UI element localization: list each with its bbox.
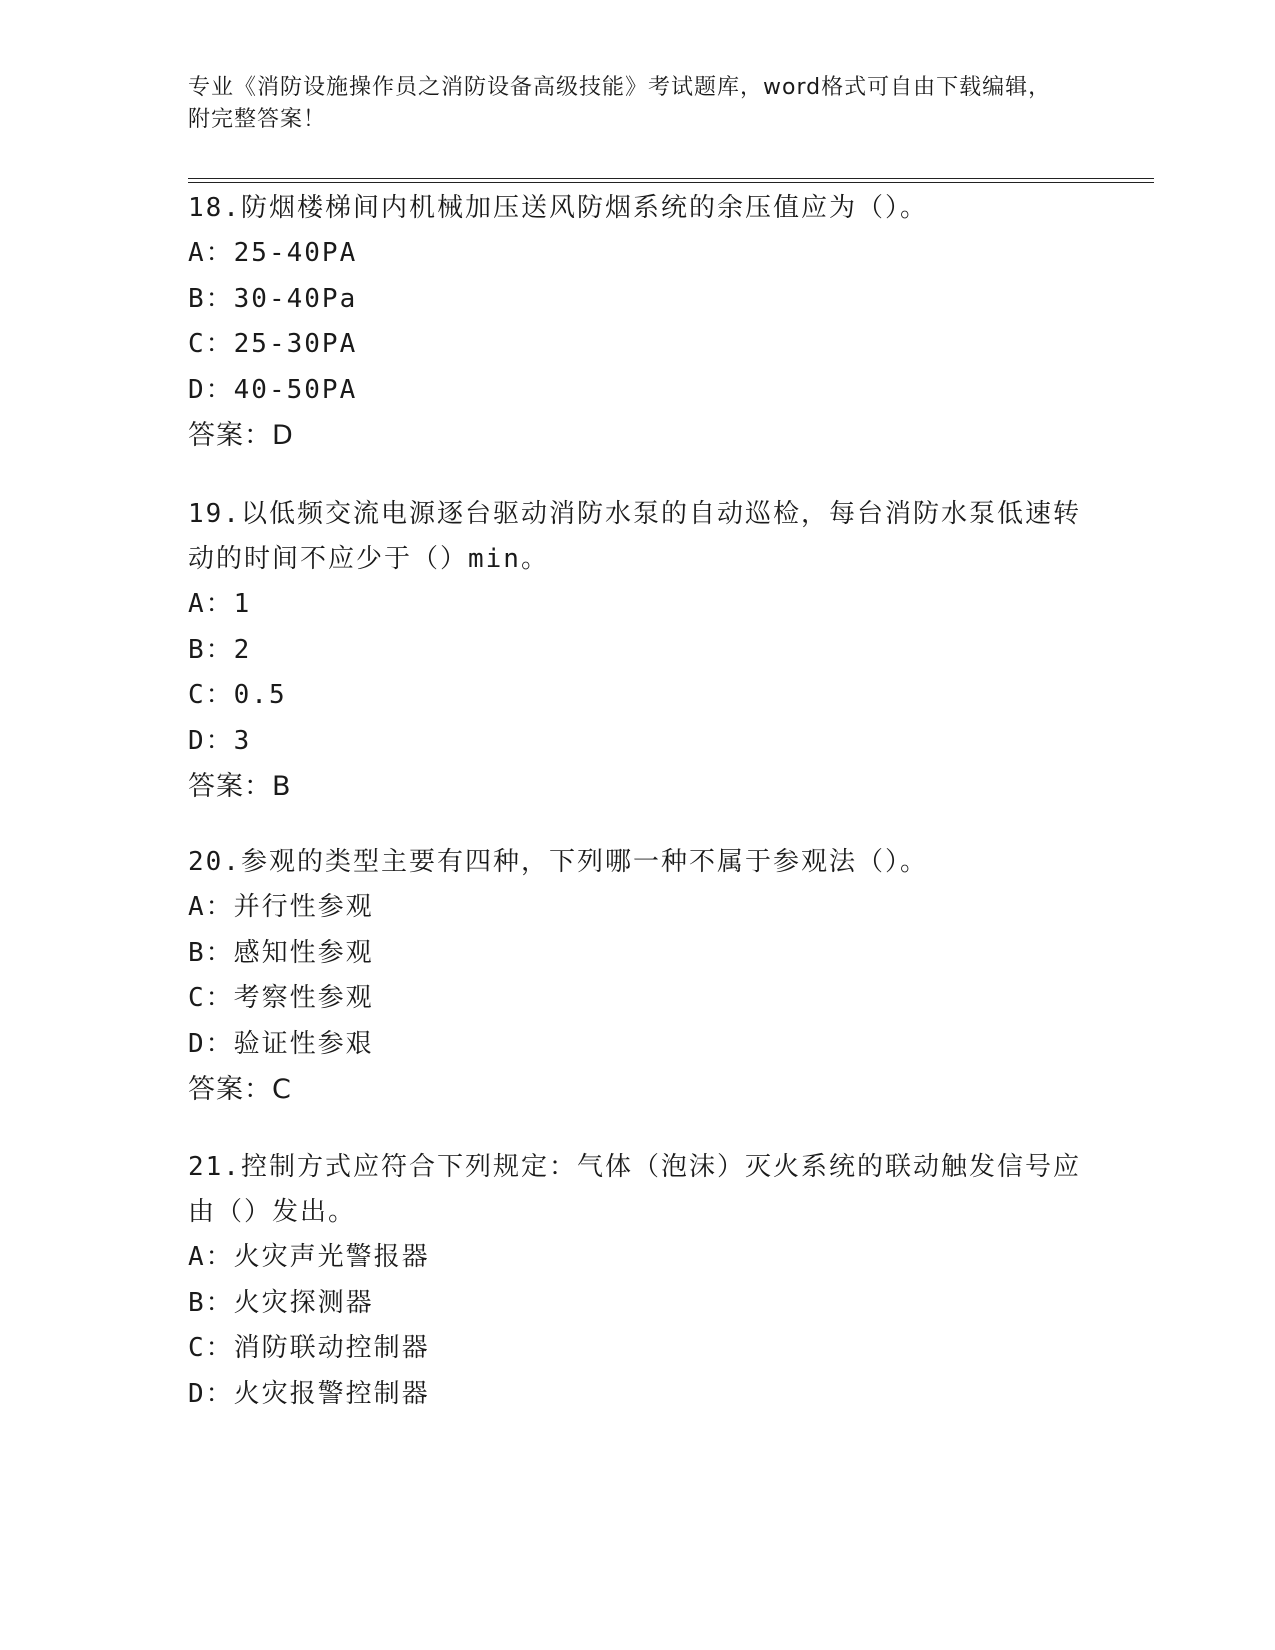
option-d: [188, 1372, 1088, 1418]
option-d: [188, 1022, 1088, 1068]
answer: 答案：B: [188, 771, 292, 802]
question-stem: 19.以低频交流电源逐台驱动消防水泵的自动巡检，每台消防水泵低速转动的时间不应少于（）min。: [188, 499, 1081, 574]
option-text: 并行性参观: [233, 892, 374, 922]
option-d: [188, 719, 1088, 765]
option-letter: B：: [188, 937, 234, 968]
answer: 答案：D: [188, 420, 294, 451]
option-text: 感知性参观: [233, 937, 374, 968]
option-c: [188, 976, 1088, 1022]
option-a: [188, 582, 1088, 628]
option-letter: A：: [188, 1242, 234, 1272]
option-c: [188, 673, 1088, 719]
option-text: 3: [233, 725, 252, 756]
question-18: [188, 186, 1088, 458]
option-text: 火灾报警控制器: [233, 1378, 430, 1409]
option-b: [188, 277, 1088, 323]
question-stem: 20.参观的类型主要有四种，下列哪一种不属于参观法（）。: [188, 847, 928, 877]
option-text: 2: [233, 634, 252, 665]
answer: 答案：C: [188, 1074, 292, 1105]
option-text: 25-40PA: [233, 238, 358, 268]
option-letter: D：: [188, 1378, 234, 1409]
option-text: 40-50PA: [233, 374, 358, 405]
option-letter: A：: [188, 238, 234, 268]
option-text: 考察性参观: [233, 983, 374, 1013]
option-letter: B：: [188, 1287, 234, 1318]
option-text: 火灾声光警报器: [233, 1242, 430, 1272]
option-a: [188, 231, 1088, 277]
option-text: 30-40Pa: [233, 283, 358, 314]
option-b: [188, 628, 1088, 674]
option-letter: D：: [188, 725, 234, 756]
option-letter: C：: [188, 329, 234, 359]
option-letter: C：: [188, 983, 234, 1013]
option-text: 25-30PA: [233, 329, 358, 359]
option-letter: B：: [188, 634, 234, 665]
option-letter: A：: [188, 589, 234, 619]
option-letter: A：: [188, 892, 234, 922]
question-stem: 18.防烟楼梯间内机械加压送风防烟系统的余压值应为（）。: [188, 193, 928, 223]
option-letter: D：: [188, 374, 234, 405]
option-a: [188, 885, 1088, 931]
option-text: 0.5: [233, 680, 287, 710]
option-letter: C：: [188, 1333, 234, 1363]
header-text: 专业《消防设施操作员之消防设备高级技能》考试题库，word格式可自由下载编辑，附完整答案！: [188, 75, 1052, 132]
document-header: [188, 72, 1068, 136]
option-text: 1: [233, 589, 252, 619]
option-a: [188, 1235, 1088, 1281]
option-letter: C：: [188, 680, 234, 710]
question-21: [188, 1145, 1088, 1417]
question-stem: 21.控制方式应符合下列规定：气体（泡沫）灭火系统的联动触发信号应由（）发出。: [188, 1152, 1081, 1227]
option-c: [188, 1326, 1088, 1372]
option-b: [188, 1281, 1088, 1327]
question-19: [188, 492, 1088, 809]
option-d: [188, 368, 1088, 414]
option-c: [188, 322, 1088, 368]
option-text: 消防联动控制器: [233, 1333, 430, 1363]
question-20: [188, 840, 1088, 1112]
option-text: 火灾探测器: [233, 1287, 374, 1318]
option-letter: B：: [188, 283, 234, 314]
option-b: [188, 931, 1088, 977]
option-letter: D：: [188, 1028, 234, 1059]
option-text: 验证性参艰: [233, 1028, 374, 1059]
header-divider: [188, 178, 1154, 183]
